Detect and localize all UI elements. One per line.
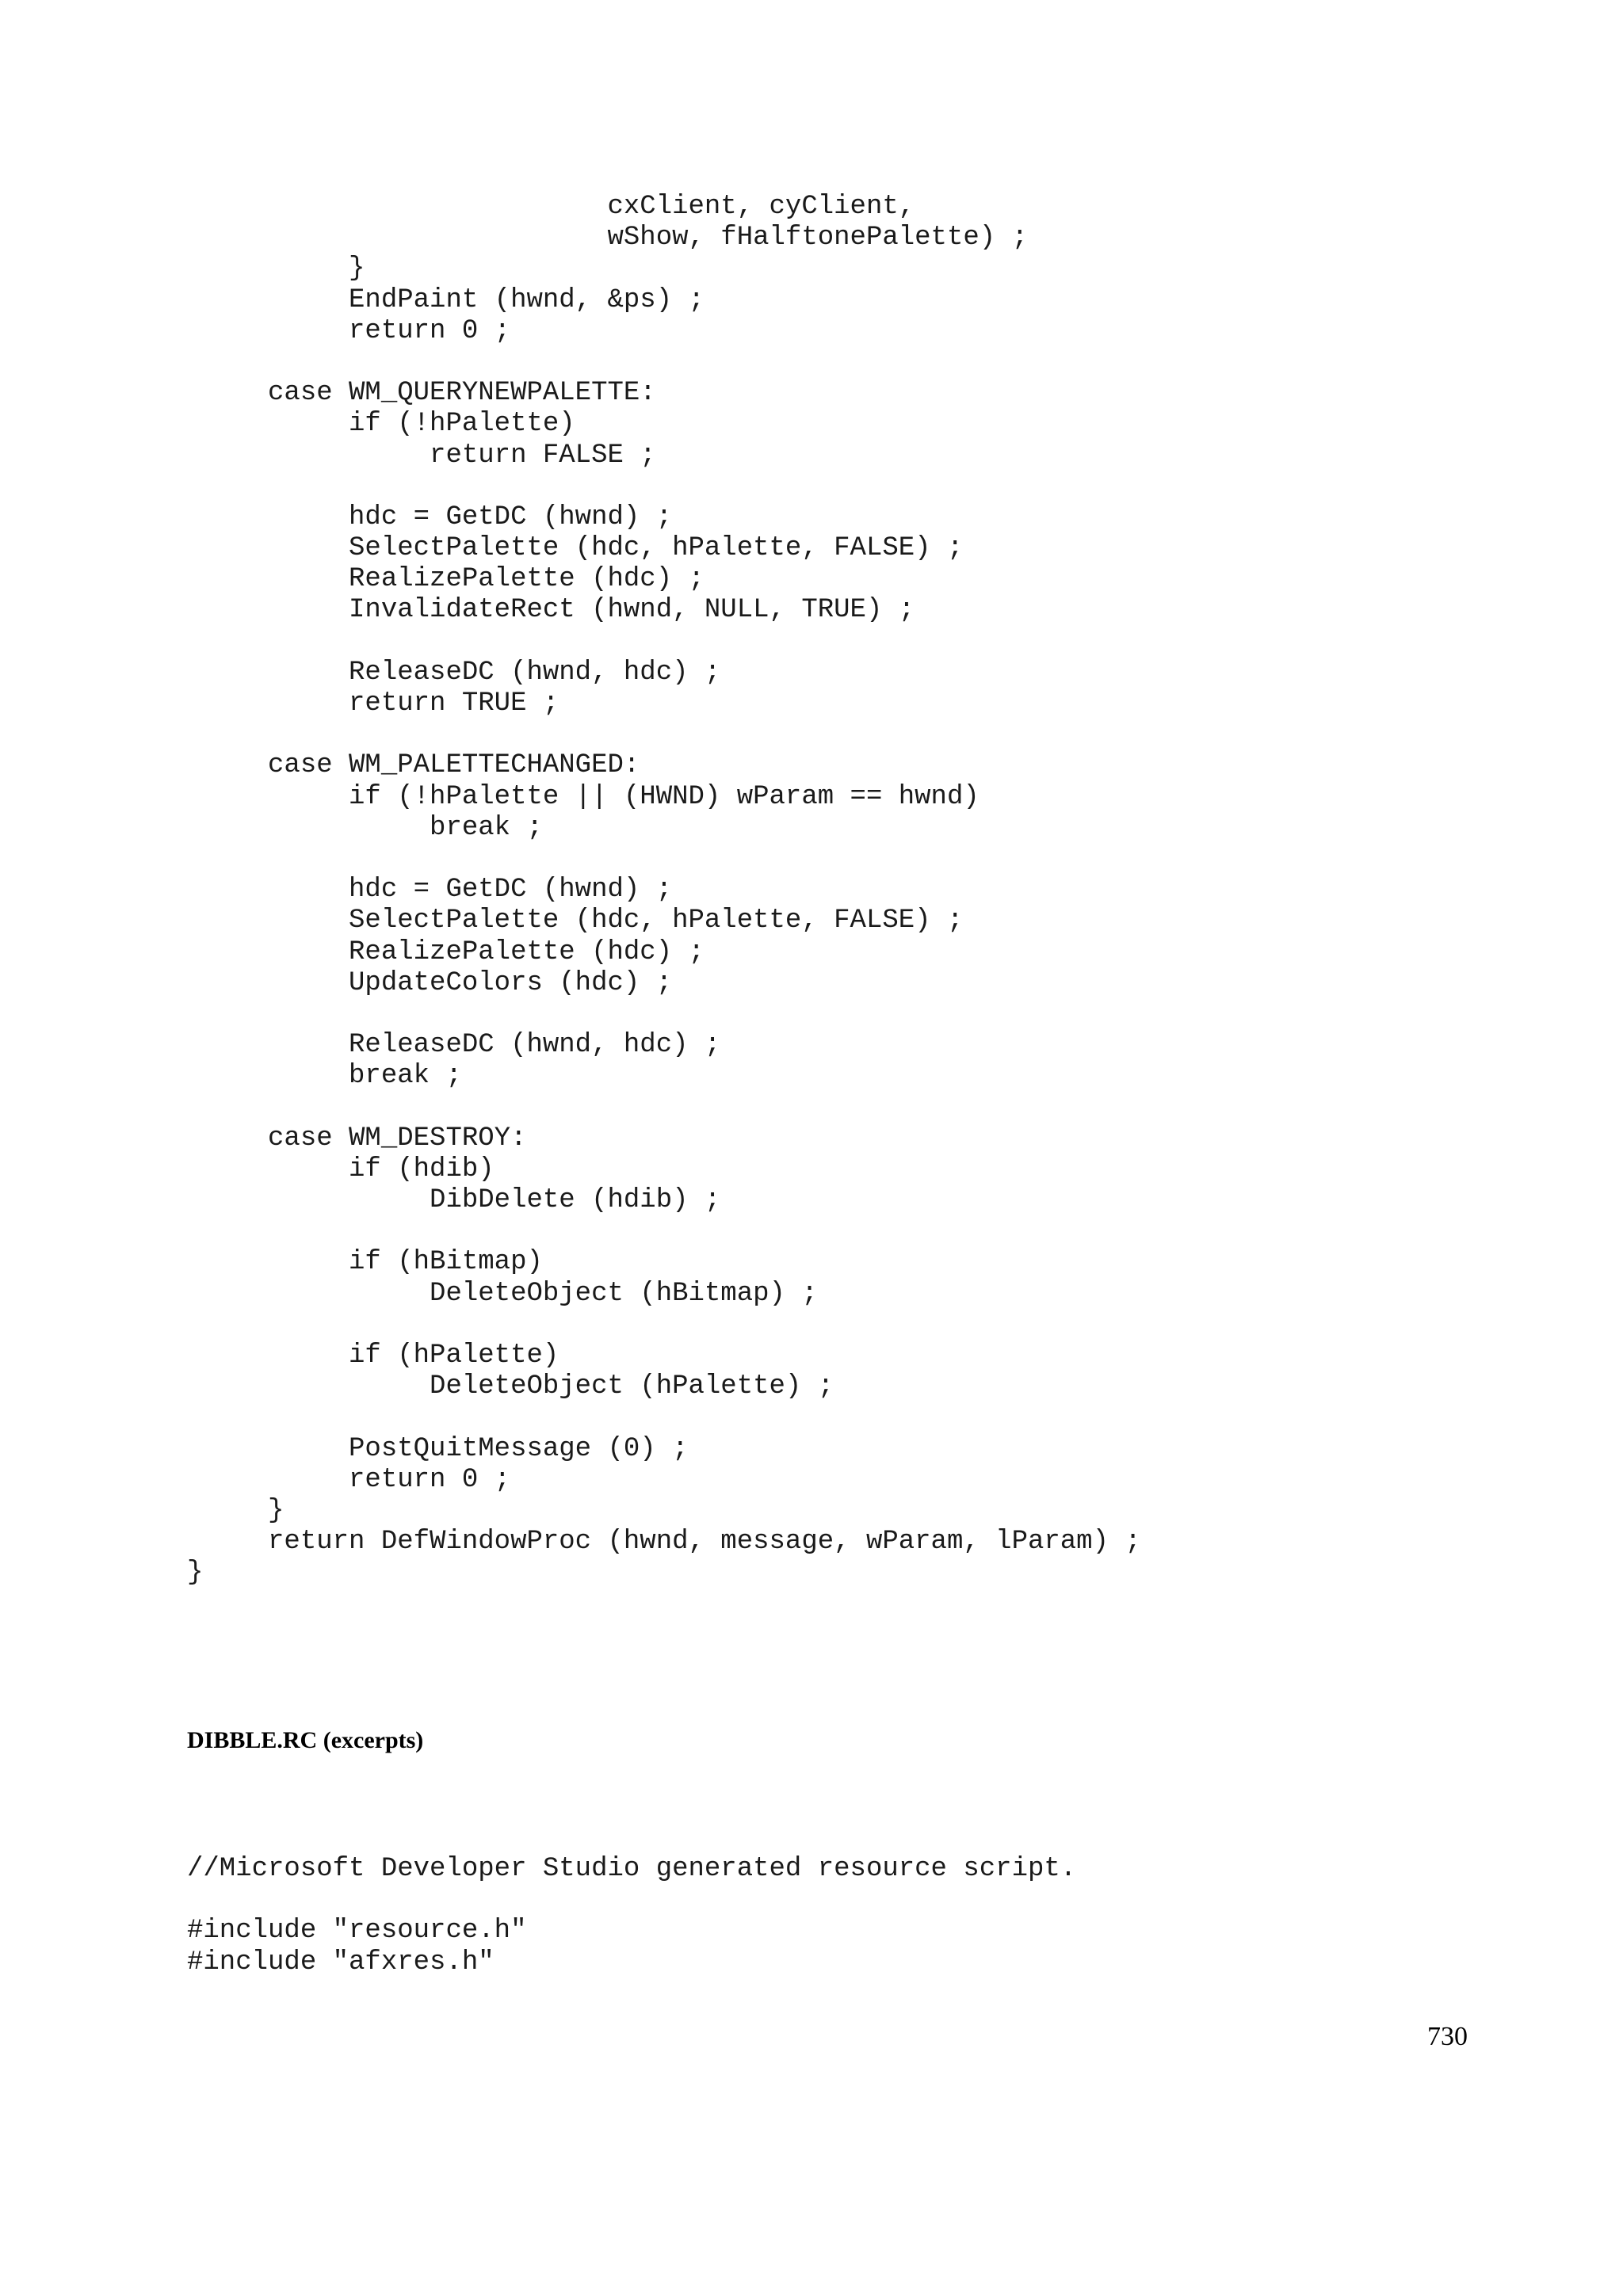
code-line (187, 1310, 1141, 1341)
code-line: return DefWindowProc (hwnd, message, wParam, lParam) ; (187, 1527, 1141, 1558)
code-line: if (hdib) (187, 1154, 495, 1184)
code-line: if (!hPalette) (187, 409, 575, 440)
code-line: } (187, 1495, 285, 1526)
code-line: #include "resource.h" (187, 1916, 527, 1947)
code-line (187, 999, 1141, 1030)
code-line: return FALSE ; (187, 440, 656, 471)
page-number: 730 (1427, 2022, 1468, 2051)
code-line (187, 844, 1141, 875)
code-line: return 0 ; (187, 315, 511, 346)
code-listing-dibble-c (187, 192, 1141, 1589)
code-line: PostQuitMessage (0) ; (187, 1433, 689, 1464)
code-line (187, 1092, 1141, 1123)
code-line (187, 1216, 1141, 1247)
code-line (187, 347, 1141, 378)
code-line (187, 627, 1141, 658)
code-line: InvalidateRect (hwnd, NULL, TRUE) ; (187, 595, 915, 626)
code-line: EndPaint (hwnd, &ps) ; (187, 284, 705, 315)
code-line: break ; (187, 812, 543, 843)
code-line (187, 1402, 1141, 1433)
code-line: wShow, fHalftonePalette) ; (187, 223, 1028, 254)
code-line: hdc = GetDC (hwnd) ; (187, 502, 673, 532)
code-line: #include "afxres.h" (187, 1947, 495, 1978)
code-line: SelectPalette (hdc, hPalette, FALSE) ; (187, 906, 964, 936)
code-line: } (187, 1558, 204, 1589)
code-line: ReleaseDC (hwnd, hdc) ; (187, 1030, 721, 1061)
code-line: UpdateColors (hdc) ; (187, 967, 673, 998)
code-line: cxClient, cyClient, (187, 192, 915, 222)
code-line: DeleteObject (hPalette) ; (187, 1371, 834, 1402)
code-line: if (hPalette) (187, 1340, 559, 1371)
code-line: RealizePalette (hdc) ; (187, 564, 705, 595)
code-line: SelectPalette (hdc, hPalette, FALSE) ; (187, 533, 964, 564)
code-line: case WM_DESTROY: (187, 1123, 527, 1154)
code-line (187, 719, 1141, 750)
code-listing-dibble-rc (187, 1854, 1076, 1978)
code-line: DeleteObject (hBitmap) ; (187, 1278, 818, 1309)
code-line: if (hBitmap) (187, 1247, 543, 1278)
code-line: if (!hPalette || (HWND) wParam == hwnd) (187, 781, 980, 812)
code-line: DibDelete (hdib) ; (187, 1185, 721, 1215)
code-line: RealizePalette (hdc) ; (187, 936, 705, 967)
code-line: case WM_PALETTECHANGED: (187, 750, 640, 781)
code-line: } (187, 254, 365, 284)
code-line: hdc = GetDC (hwnd) ; (187, 875, 673, 906)
code-line: ReleaseDC (hwnd, hdc) ; (187, 657, 721, 688)
code-line: //Microsoft Developer Studio generated resource script. (187, 1854, 1077, 1884)
code-line (187, 1885, 1076, 1916)
code-line: return 0 ; (187, 1464, 511, 1495)
section-heading: DIBBLE.RC (excerpts) (187, 1727, 424, 1753)
code-line: case WM_QUERYNEWPALETTE: (187, 378, 656, 409)
code-line: break ; (187, 1061, 462, 1092)
code-line (187, 471, 1141, 502)
code-line: return TRUE ; (187, 688, 559, 719)
